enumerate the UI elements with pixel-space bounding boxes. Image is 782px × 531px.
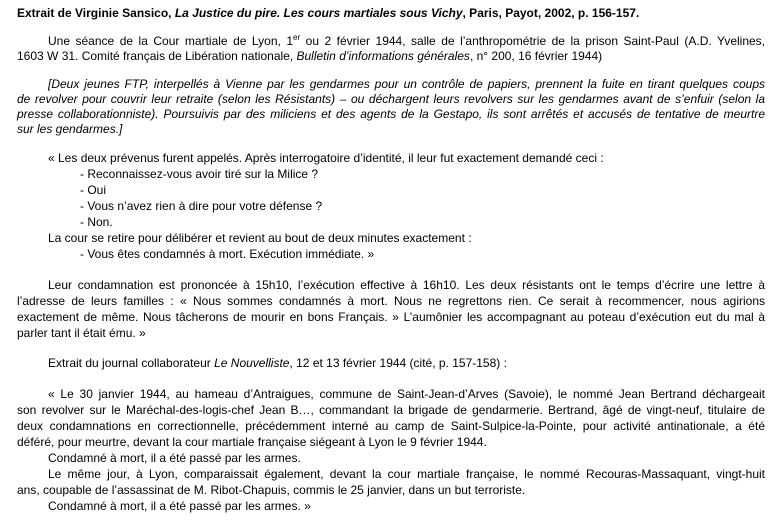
seance-source-b: , n° 200, 16 février 1944): [469, 49, 603, 63]
heading-publication: , Paris, Payot, 2002, p. 156-157.: [462, 6, 640, 20]
execution-line-3: exactement de même. Nous tâcherons de mourir en bons Français. » L’aumônier les accompagnant au poteau d’exécution eut du mal à: [17, 310, 765, 324]
execution-line-1: Leur condamnation est prononcée à 15h10, l’exécution effective à 16h10. Les deux résistants ont le temps d’écrire une lettre à: [48, 278, 765, 292]
quote1-answer-1: - Oui: [80, 183, 107, 197]
quote2-line-4: déféré, pour meurtre, devant la cour martiale française siégeant à Lyon le 9 février 1944.: [17, 435, 487, 449]
quote1-question-2: - Vous n’avez rien à dire pour votre défense ?: [80, 199, 323, 213]
context-line-1: [Deux jeunes FTP, interpellés à Vienne par les gendarmes pour un contrôle de papiers, prennent la fuite en tirant quelques coups: [48, 77, 765, 91]
seance-bulletin-title: Bulletin d’informations générales: [296, 49, 470, 63]
quote2-condamne-2: Condamné à mort, il a été passé par les armes. »: [48, 499, 311, 513]
seance-line-2: [17, 49, 602, 64]
context-line-2: de revolver pour couvrir leur retraite (selon les Résistants) – ou déchargent leurs revolvers sur les gendarmes avant de s’enfuir (selon la: [17, 92, 765, 106]
execution-line-2: l’adresse de leurs familles : « Nous sommes condamnés à mort. Nous ne regrettons rien. Ce serait à recommencer, nous agirions: [17, 294, 765, 308]
seance-line-1: [48, 34, 765, 49]
quote1-verdict: - Vous êtes condamnés à mort. Exécution immédiate. »: [80, 247, 375, 261]
quote1-question-1: - Reconnaissez-vous avoir tiré sur la Milice ?: [80, 167, 319, 181]
context-line-3: presse collaborationniste). Poursuivis par des miliciens et des agents de la Gestapo, ils sont arrêtés et accusés de tentative de meurtre: [17, 107, 765, 121]
quote2-condamne-1: Condamné à mort, il a été passé par les armes.: [48, 451, 301, 465]
seance-sup: er: [293, 33, 301, 42]
quote2-line-5: Le même jour, à Lyon, comparaissait également, devant la cour martiale française, le nommé Recouras-Massaquant, vingt-huit: [48, 467, 765, 481]
seance-source-a: 1603 W 31. Comité français de Libération nationale,: [17, 49, 297, 63]
seance-text-a: Une séance de la Cour martiale de Lyon, 1: [48, 34, 294, 48]
quote2-line-3: deux condamnations en correctionnelle, précédemment interné au camp de Saint-Sulpice-la-Pointe, pour activité antinationale, a été: [17, 419, 765, 433]
journal-prefix: Extrait du journal collaborateur: [48, 356, 215, 370]
heading-author: Extrait de Virginie Sansico,: [17, 6, 175, 20]
execution-line-4: parler tant il était ému. »: [17, 326, 146, 340]
journal-title: Le Nouvelliste: [214, 356, 290, 370]
journal-suffix: , 12 et 13 février 1944 (cité, p. 157-158) :: [289, 356, 507, 370]
seance-text-b: ou 2 février 1944, salle de l’anthropométrie de la prison Saint-Paul (A.D. Yvelines,: [300, 34, 766, 48]
quote1-intro: « Les deux prévenus furent appelés. Après interrogatoire d’identité, il leur fut exactement demandé ceci :: [48, 151, 604, 165]
quote1-answer-2: - Non.: [80, 215, 113, 229]
quote2-line-2: son revolver sur le Maréchal-des-logis-chef Jean B…, commandant la brigade de gendarmerie. Bertrand, âgé de vingt-neuf, titulaire de: [17, 403, 765, 417]
journal-reference: [48, 356, 507, 371]
context-line-4: sur les gendarmes.]: [17, 122, 123, 136]
quote2-line-6: ans, coupable de l’assassinat de M. Ribot-Chapuis, commis le 25 janvier, dans un but terroriste.: [17, 483, 526, 497]
source-heading: [17, 6, 639, 21]
heading-book-title: La Justice du pire. Les cours martiales sous Vichy: [174, 6, 463, 20]
quote1-court: La cour se retire pour délibérer et revient au bout de deux minutes exactement :: [48, 231, 472, 245]
quote2-line-1: « Le 30 janvier 1944, au hameau d’Antraigues, commune de Saint-Jean-d’Arves (Savoie), le nommé Jean Bertrand déchargeait: [48, 387, 765, 401]
